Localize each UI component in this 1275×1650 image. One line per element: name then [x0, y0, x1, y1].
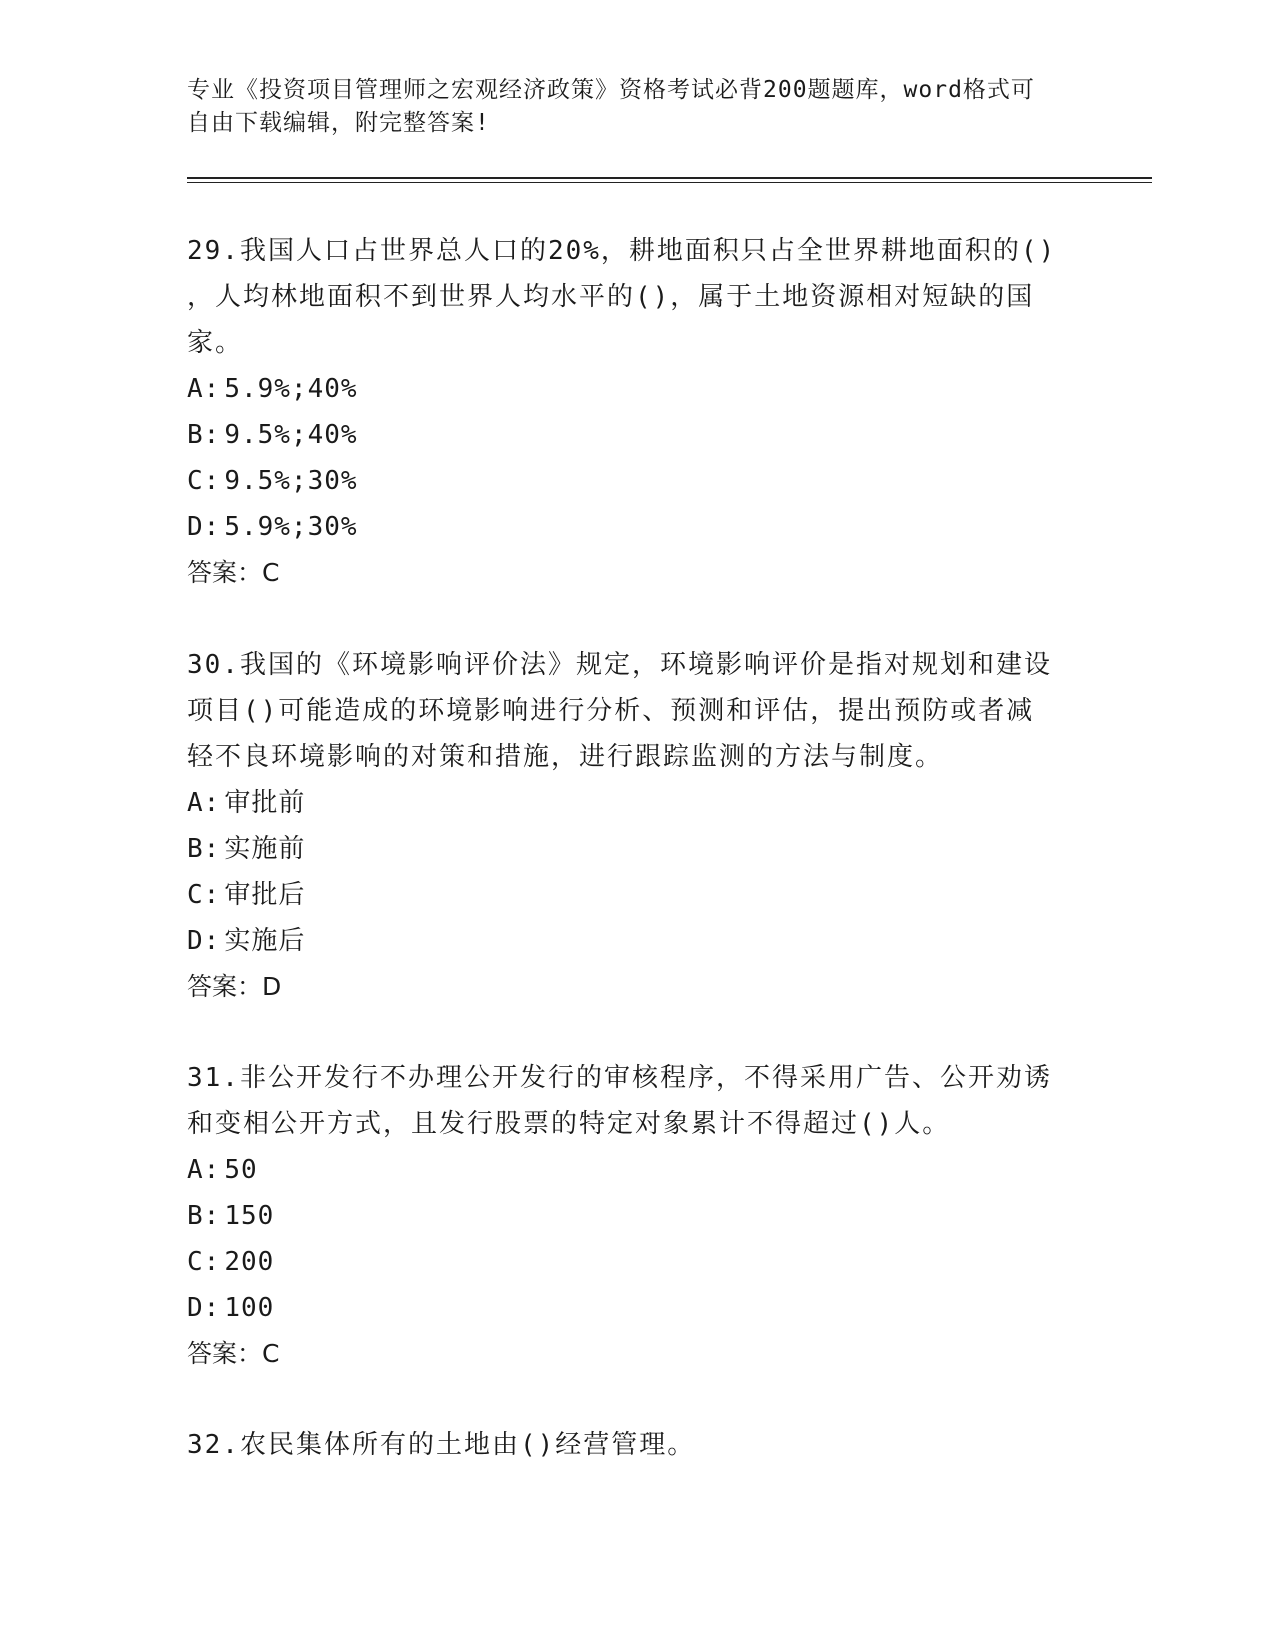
header-line-2: 自由下载编辑，附完整答案! [187, 110, 490, 136]
option-label: C: [187, 880, 221, 910]
option-value: 审批后 [224, 880, 306, 910]
document-header [187, 74, 1067, 140]
stem-line: 31.非公开发行不办理公开发行的审核程序，不得采用广告、公开劝诱 [187, 1063, 1052, 1093]
option-label: D: [187, 926, 221, 956]
option-label: A: [187, 1155, 221, 1185]
header-divider-thick [187, 177, 1152, 179]
question-32 [187, 1422, 1087, 1468]
option-value: 5.9%;30% [224, 512, 358, 542]
option-label: B: [187, 834, 221, 864]
option-c [187, 872, 1087, 918]
option-d [187, 918, 1087, 964]
option-label: B: [187, 1201, 221, 1231]
question-stem [187, 1055, 1087, 1147]
option-d [187, 504, 1087, 550]
question-31 [187, 1055, 1087, 1377]
option-value: 150 [224, 1201, 275, 1231]
question-30 [187, 642, 1087, 1010]
option-value: 9.5%;40% [224, 420, 358, 450]
option-d [187, 1285, 1087, 1331]
stem-line: 和变相公开方式，且发行股票的特定对象累计不得超过()人。 [187, 1109, 951, 1139]
stem-line: 家。 [187, 328, 244, 358]
option-label: A: [187, 788, 221, 818]
option-c [187, 458, 1087, 504]
option-b [187, 412, 1087, 458]
option-label: D: [187, 1293, 221, 1323]
option-value: 实施后 [224, 926, 306, 956]
option-value: 5.9%;40% [224, 374, 358, 404]
stem-line: 32.农民集体所有的土地由()经营管理。 [187, 1430, 696, 1460]
option-value: 审批前 [224, 788, 306, 818]
option-value: 9.5%;30% [224, 466, 358, 496]
option-value: 200 [224, 1247, 275, 1277]
answer: 答案：C [187, 558, 280, 587]
option-c [187, 1239, 1087, 1285]
stem-line: 轻不良环境影响的对策和措施，进行跟踪监测的方法与制度。 [187, 742, 944, 772]
option-label: B: [187, 420, 221, 450]
option-b [187, 826, 1087, 872]
option-a [187, 1147, 1087, 1193]
answer: 答案：C [187, 1339, 280, 1368]
option-value: 100 [224, 1293, 275, 1323]
option-label: A: [187, 374, 221, 404]
option-b [187, 1193, 1087, 1239]
option-label: D: [187, 512, 221, 542]
option-label: C: [187, 1247, 221, 1277]
stem-line: 项目()可能造成的环境影响进行分析、预测和评估，提出预防或者减 [187, 696, 1035, 726]
header-divider-thin [187, 182, 1152, 183]
option-value: 50 [224, 1155, 258, 1185]
question-stem [187, 1422, 1087, 1468]
question-stem [187, 642, 1087, 780]
header-line-1: 专业《投资项目管理师之宏观经济政策》资格考试必背200题题库，word格式可 [187, 77, 1035, 103]
question-29 [187, 228, 1087, 596]
stem-line: 29.我国人口占世界总人口的20%，耕地面积只占全世界耕地面积的() [187, 236, 1057, 266]
stem-line: ，人均林地面积不到世界人均水平的()，属于土地资源相对短缺的国 [187, 282, 1035, 312]
answer: 答案：D [187, 972, 282, 1001]
option-a [187, 366, 1087, 412]
question-stem [187, 228, 1087, 366]
option-label: C: [187, 466, 221, 496]
option-value: 实施前 [224, 834, 306, 864]
option-a [187, 780, 1087, 826]
stem-line: 30.我国的《环境影响评价法》规定，环境影响评价是指对规划和建设 [187, 650, 1052, 680]
